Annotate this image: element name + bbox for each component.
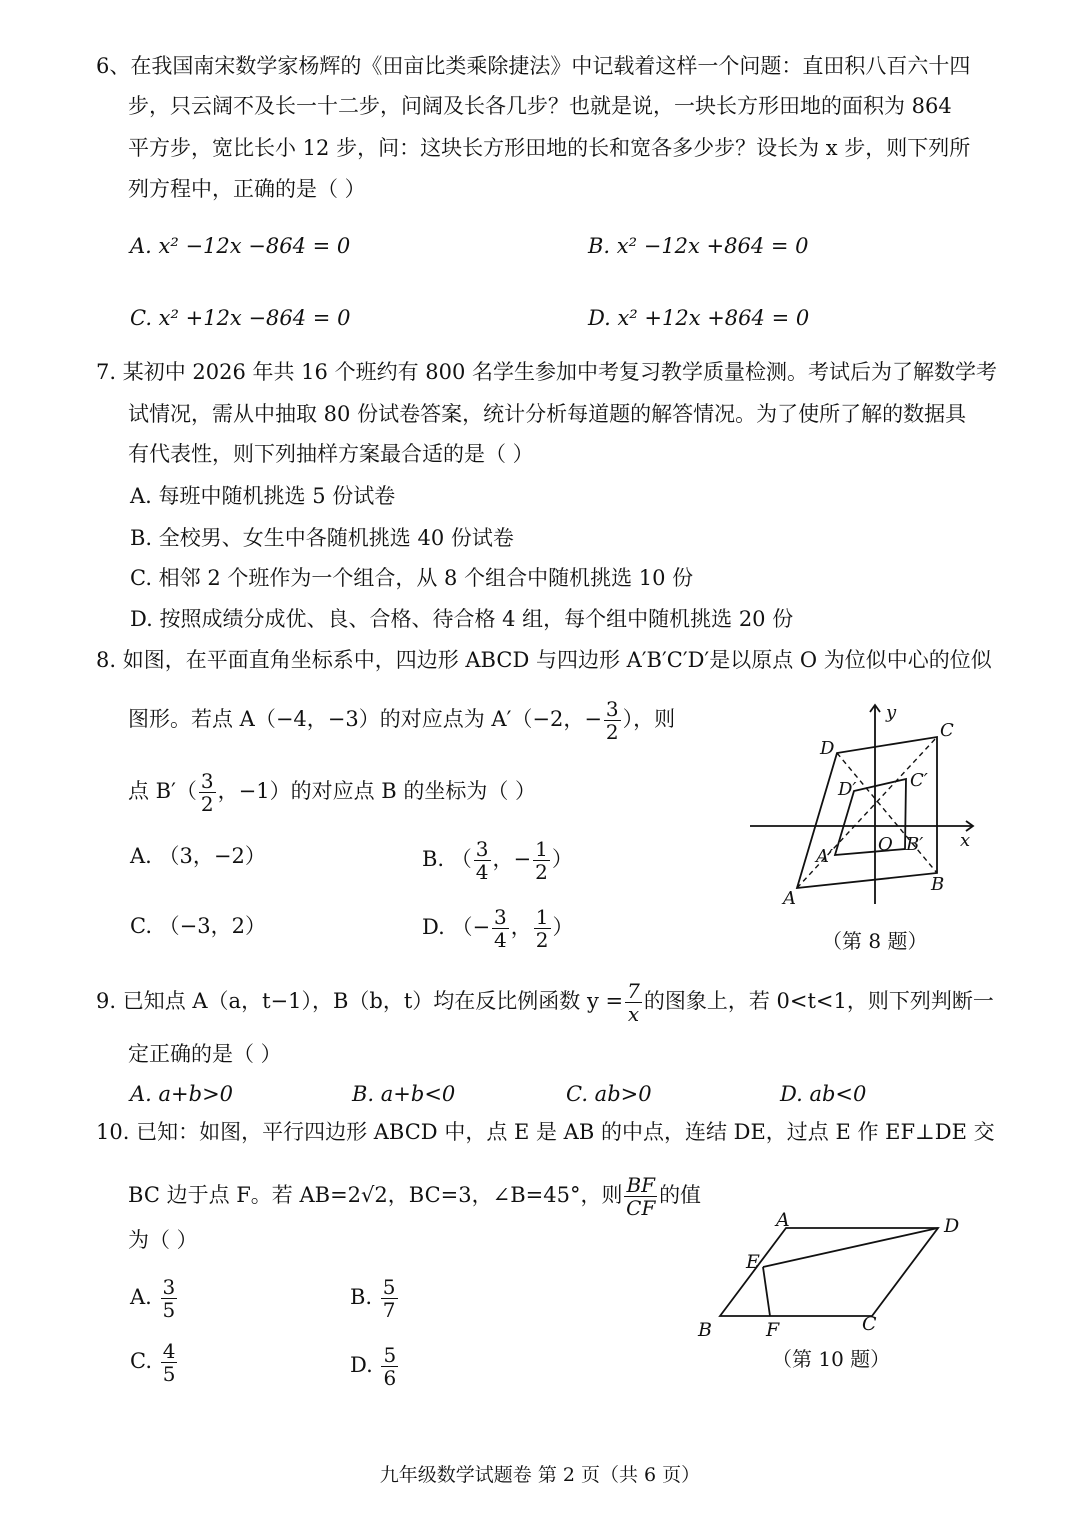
- fraction: [492, 906, 509, 951]
- label-A-prime: A′: [816, 846, 834, 867]
- close-paren: ）: [551, 847, 573, 871]
- choice-label: A.: [130, 1285, 152, 1309]
- q9-choice-d: D. ab<0: [780, 1082, 867, 1106]
- fraction-denominator: 5: [162, 1362, 176, 1386]
- q9-choice-a: A. a+b>0: [130, 1082, 234, 1106]
- q8-choice-a: A. （3，−2）: [130, 844, 266, 868]
- q7-stem-line-2: 试情况，需从中抽取 80 份试卷答案，统计分析每道题的解答情况。为了使所了解的数据具: [128, 402, 967, 426]
- q8-stem-line-3: [128, 770, 536, 815]
- fraction-denominator: 2: [535, 860, 548, 884]
- q6-choice-c: C. x² +12x −864 = 0: [130, 306, 351, 330]
- label-B-prime: B′: [906, 834, 924, 855]
- fraction: [534, 906, 551, 951]
- q10-choice-a: [130, 1276, 179, 1321]
- q6-stem-line-1: 6、在我国南宋数学家杨辉的《田亩比类乘除捷法》中记载着这样一个问题：直田积八百六十四: [96, 54, 971, 78]
- q8-fraction-3-2: [604, 698, 621, 743]
- q10-stem-line-1: 10. 已知：如图，平行四边形 ABCD 中，点 E 是 AB 的中点，连结 DE，过点 E 作 EF⊥DE 交: [96, 1120, 995, 1144]
- q9-choice-b: B. a+b<0: [352, 1082, 456, 1106]
- fraction-denominator: 4: [475, 860, 489, 884]
- q9-stem-line-2: 定正确的是（ ）: [128, 1042, 282, 1066]
- fraction-denominator: 7: [382, 1298, 396, 1322]
- label-B: B: [698, 1319, 712, 1341]
- q10-stem-line-2: [128, 1174, 701, 1219]
- fraction-denominator: 6: [383, 1366, 397, 1390]
- label-O: O: [878, 834, 893, 855]
- fraction-numerator: 7: [627, 979, 640, 1003]
- q9-text: 9. 已知点 A（a，t−1），B（b，t）均在反比例函数 y =: [96, 989, 624, 1013]
- q7-choice-a: A. 每班中随机挑选 5 份试卷: [130, 484, 396, 508]
- q10-stem-line-3: 为（ ）: [128, 1228, 198, 1252]
- fraction: [474, 838, 491, 883]
- label-A: A: [776, 1212, 790, 1231]
- q10-text-tail: 的值: [659, 1183, 702, 1207]
- q8-line3-text: 点 B′（: [128, 779, 197, 803]
- label-y: y: [886, 702, 897, 723]
- segment-de: [763, 1228, 938, 1267]
- q8-figure-caption: （第 8 题）: [822, 929, 928, 953]
- choice-label: D.: [350, 1353, 373, 1377]
- q8-fraction-3-2-b: [199, 770, 216, 815]
- fraction-denominator: 4: [494, 928, 507, 952]
- q8-choice-c: C. （−3，2）: [130, 914, 266, 938]
- label-E: E: [746, 1251, 760, 1273]
- q8-choice-d: [422, 906, 574, 951]
- q8-stem-line-2: [128, 698, 675, 743]
- q7-stem-line-3: 有代表性，则下列抽样方案最合适的是（ ）: [128, 442, 534, 466]
- q8-choice-b: [422, 838, 573, 883]
- fraction-numerator: 3: [162, 1275, 176, 1299]
- q6-stem-line-3: 平方步，宽比长小 12 步，问：这块长方形田地的长和宽各多少步？设长为 x 步，则下列所: [128, 136, 971, 160]
- separator: ，: [510, 915, 532, 939]
- fraction-denominator: x: [627, 1002, 640, 1026]
- fraction-numerator: 3: [200, 769, 214, 793]
- q10-choice-b: [350, 1276, 400, 1321]
- label-B: B: [931, 874, 945, 895]
- q7-choice-d: D. 按照成绩分成优、良、合格、待合格 4 组，每个组中随机挑选 20 份: [130, 607, 794, 631]
- q10-choice-c: [130, 1340, 179, 1385]
- q10-choice-d: [350, 1344, 400, 1389]
- label-D: D: [944, 1215, 960, 1237]
- fraction: [533, 838, 550, 883]
- choice-label: B.: [350, 1285, 373, 1309]
- q8-line2-text: 图形。若点 A（−4，−3）的对应点为 A′（−2，−: [128, 707, 602, 731]
- q6-choice-a: A. x² −12x −864 = 0: [130, 234, 351, 258]
- fraction-numerator: 4: [162, 1339, 176, 1363]
- fraction-numerator: 5: [383, 1343, 397, 1367]
- fraction-numerator: 3: [494, 905, 507, 929]
- segment-ef: [763, 1267, 770, 1316]
- page-footer: 九年级数学试题卷 第 2 页（共 6 页）: [379, 1464, 701, 1486]
- close-paren: ）: [552, 915, 574, 939]
- q9-choice-c: C. ab>0: [566, 1082, 652, 1106]
- fraction-numerator: 1: [535, 905, 549, 929]
- label-F: F: [766, 1319, 780, 1341]
- q7-stem-line-1: 7. 某初中 2026 年共 16 个班约有 800 名学生参加中考复习教学质量检测。考试后为了解数学考: [96, 360, 998, 384]
- q8-stem-line-1: 8. 如图，在平面直角坐标系中，四边形 ABCD 与四边形 A′B′C′D′是以原点 O 为位似中心的位似: [96, 648, 992, 672]
- fraction: [381, 1344, 398, 1389]
- q7-choice-b: B. 全校男、女生中各随机挑选 40 份试卷: [130, 526, 514, 550]
- q10-figure-caption: （第 10 题）: [772, 1347, 891, 1371]
- fraction-numerator: 3: [475, 837, 489, 861]
- q8-line3-tail: ，−1）的对应点 B 的坐标为（ ）: [217, 779, 537, 803]
- q8-coordinate-figure: [740, 700, 990, 915]
- q9-stem-line-1: [96, 980, 994, 1025]
- label-D: D: [820, 738, 835, 759]
- q7-choice-c: C. 相邻 2 个班作为一个组合，从 8 个组合中随机挑选 10 份: [130, 566, 694, 590]
- fraction-numerator: BF: [626, 1173, 656, 1197]
- fraction: [161, 1340, 178, 1385]
- separator: ，−: [492, 847, 532, 871]
- label-x: x: [960, 830, 971, 851]
- choice-label: D. （−: [422, 915, 491, 939]
- fraction-numerator: 3: [605, 697, 619, 721]
- fraction: [161, 1276, 178, 1321]
- fraction-denominator: 2: [605, 720, 619, 744]
- fraction-denominator: 2: [200, 792, 214, 816]
- q10-fraction-bf-cf: [624, 1174, 657, 1219]
- q10-parallelogram-figure: [690, 1212, 980, 1342]
- q6-stem-line-2: 步，只云阔不及长一十二步，问阔及长各几步？也就是说，一块长方形田地的面积为 864: [128, 94, 952, 118]
- label-C: C: [940, 720, 954, 741]
- fraction-denominator: CF: [626, 1196, 656, 1220]
- label-C-prime: C′: [910, 770, 928, 791]
- label-D-prime: D′: [838, 779, 857, 800]
- choice-label: B. （: [422, 847, 472, 871]
- q8-line2-tail: ），则: [622, 707, 676, 731]
- fraction-numerator: 1: [535, 837, 548, 861]
- q10-text: BC 边于点 F。若 AB=2√2，BC=3，∠B=45°，则: [128, 1183, 623, 1207]
- label-C: C: [862, 1313, 877, 1335]
- q9-text-tail: 的图象上，若 0<t<1，则下列判断一: [643, 989, 994, 1013]
- fraction-numerator: 5: [382, 1275, 396, 1299]
- label-A: A: [783, 888, 796, 909]
- choice-label: C.: [130, 1349, 152, 1373]
- fraction-denominator: 5: [162, 1298, 176, 1322]
- q9-fraction-7-x: [625, 980, 642, 1025]
- q6-choice-b: B. x² −12x +864 = 0: [588, 234, 809, 258]
- fraction: [381, 1276, 398, 1321]
- q6-choice-d: D. x² +12x +864 = 0: [588, 306, 810, 330]
- q6-stem-line-4: 列方程中，正确的是（ ）: [128, 177, 366, 201]
- fraction-denominator: 2: [535, 928, 549, 952]
